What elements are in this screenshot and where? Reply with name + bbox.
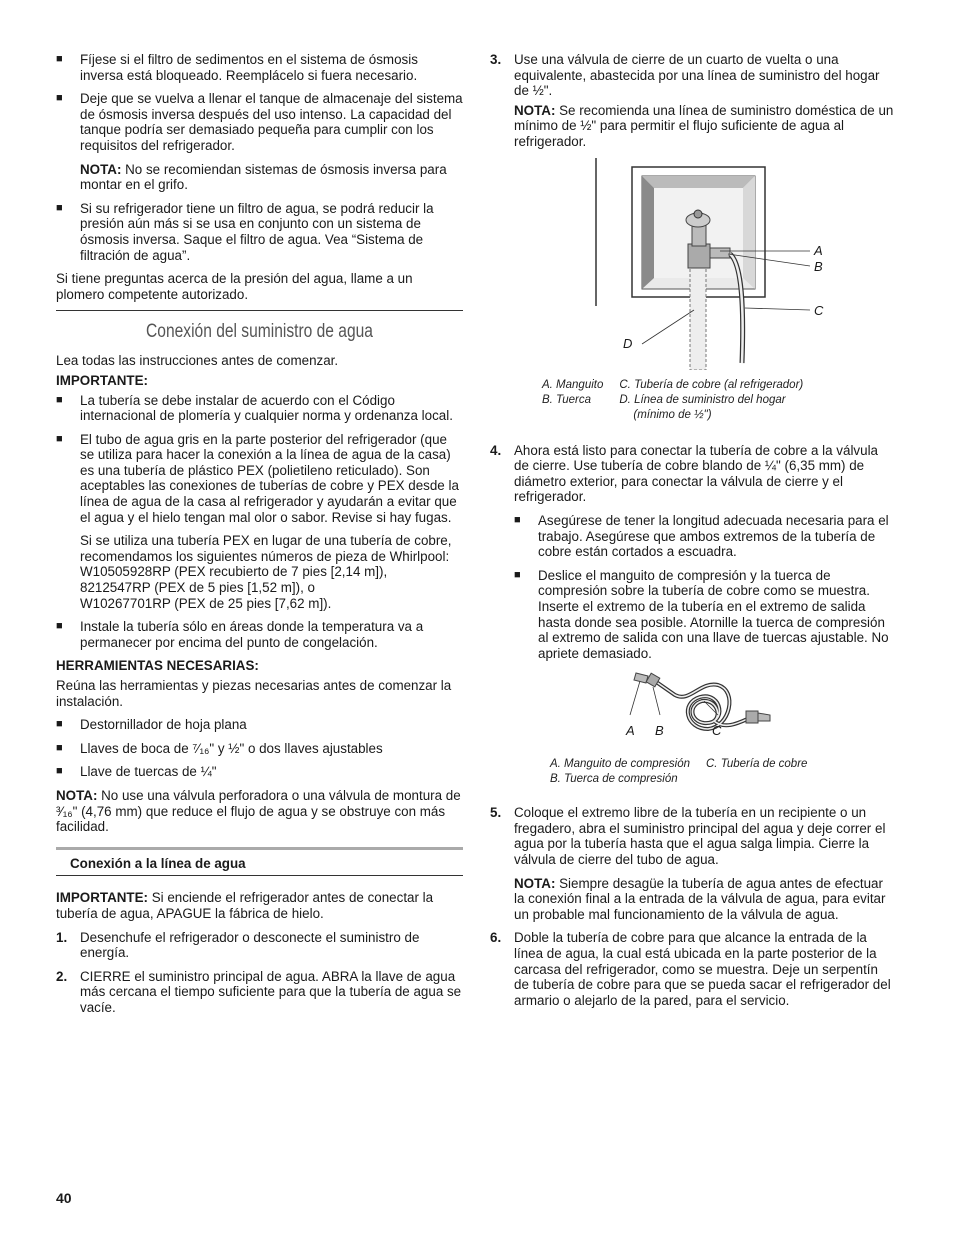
step-3 (490, 52, 895, 99)
section-divider (56, 310, 463, 311)
list-item: ■ El tubo de agua gris en la parte posterior del refrigerador (que se utiliza para hacer la conexión a la línea de agua de la casa) es una tubería de plástico PEX (polietileno reticulado). Son aceptables las conexiones de tuberías de cobre y PEX desde la línea de agua de la casa al refrigerador y ayudarán a evitar que el agua y el hielo tengan mal olor o sabor. Revise si hay fugas. (56, 432, 463, 526)
step-6 (490, 930, 895, 1008)
note-text: Siempre desagüe la tubería de agua antes de efectuar la conexión final a la entrada de la válvula de agua, para evitar un probable mal funcionamiento de la válvula de agua. (514, 875, 886, 922)
note-paragraph (56, 162, 463, 193)
part-number: W10505928RP (PEX recubierto de 7 pies [2,14 m]), (80, 564, 388, 580)
figure-label-b: B (655, 723, 664, 739)
legend-item: B. Tuerca de compresión (550, 773, 678, 786)
note-label: NOTA: (514, 875, 556, 891)
legend-item: C. Tubería de cobre (al refrigerador) (619, 378, 804, 391)
note-label: NOTA: (514, 102, 556, 118)
note-paragraph (490, 103, 895, 150)
legend-item: C. Tubería de cobre (706, 758, 808, 771)
step-number: 2. (56, 968, 68, 984)
list-item: ■ Llave de tuercas de ¼" (56, 764, 463, 780)
figure-label-d: D (623, 335, 633, 351)
step-number: 6. (490, 930, 502, 946)
step-4-bullets (490, 513, 895, 661)
paragraph: Reúna las herramientas y piezas necesarias antes de comenzar la instalación. (56, 678, 452, 709)
step-4 (490, 443, 895, 505)
paragraph: Si se utiliza una tubería PEX en lugar de una tubería de cobre, recomendamos los siguientes números de pieza de Whirlpool: (80, 533, 452, 564)
step-text: Ahora está listo para conectar la tubería de cobre a la válvula de cierre. Use tubería de cobre blando de ¼" (6,35 mm) de diámetro exterior, para conectar la válvula de cierre y el refrigerador. (514, 442, 878, 505)
step-text: Desenchufe el refrigerador o desconecte el suministro de energía. (80, 929, 420, 961)
step-number: 1. (56, 929, 68, 945)
subsection-title: Conexión a la línea de agua (56, 847, 463, 877)
note-paragraph (490, 876, 895, 923)
list-item: ■ La tubería se debe instalar de acuerdo con el Código internacional de plomería y cualquier norma y ordenanza local. (56, 393, 463, 424)
legend-item (706, 772, 823, 787)
step-text: CIERRE el suministro principal de agua. ABRA la llave de agua más cercana el tiempo suficiente para que la tubería de agua se vacíe. (80, 968, 462, 1015)
list-item: ■ Destornillador de hoja plana (56, 717, 463, 733)
important-label: IMPORTANTE: (56, 890, 148, 906)
list-item: ■ Llaves de boca de ⁷⁄₁₆" y ½" o dos llaves ajustables (56, 741, 463, 757)
step-number: 5. (490, 805, 502, 821)
figure-legend (542, 378, 819, 423)
paragraph: Si tiene preguntas acerca de la presión del agua, llame a un plomero competente autorizado. (56, 271, 413, 302)
step-text: Doble la tubería de cobre para que alcance la entrada de la línea de agua, la cual está ubicada en la parte posterior de la carcasa del refrigerador, como se muestra. Deje un serpentín de tubería de cobre para que se pueda sacar el refrigerador del armario o alejarlo de la pared, para el servicio. (514, 930, 891, 1008)
list-item: ■ Deslice el manguito de compresión y la tuerca de compresión sobre la tubería de cobre como se muestra. Inserte el extremo de la tubería en el extremo de salida hasta donde sea posible. Atornille la tuerca de compresión al extremo de salida con una llave de tuercas ajustable. No apriete demasiado. (514, 568, 895, 662)
legend-item: (mínimo de ½") (633, 408, 712, 421)
tools-heading: HERRAMIENTAS NECESARIAS: (56, 658, 259, 674)
part-number: W10267701RP (PEX de 25 pies [7,62 m]). (80, 595, 332, 611)
section-title: Conexión del suministro de agua (146, 321, 373, 343)
left-column (56, 52, 463, 1024)
valve-illustration (490, 158, 895, 370)
step-number: 3. (490, 52, 502, 67)
list-item: ■ Deje que se vuelva a llenar el tanque de almacenaje del sistema de ósmosis inversa después del uso intenso. La capacidad del tanque podría ser demasiado pequeña para cumplir con los requisitos del refrigerador. (56, 91, 463, 153)
valve-drawing (490, 158, 895, 370)
step-text: Use una válvula de cierre de un cuarto de vuelta o una equivalente, abastecida por una línea de suministro del hogar de ½". (514, 52, 880, 99)
note-text: No use una válvula perforadora o una válvula de montura de ³⁄₁₆" (4,76 mm) que reduce el flujo de agua y se obstruye con más facilidad. (56, 787, 461, 835)
note-label: NOTA: (80, 161, 122, 177)
list-item: ■ Si su refrigerador tiene un filtro de agua, se podrá reducir la presión aún más si se usa en conjunto con un sistema de ósmosis inversa. Saque el filtro de agua. Vea “Sistema de filtración de agua”. (56, 201, 463, 263)
tubing-drawing (490, 671, 895, 747)
note-text: No se recomiendan sistemas de ósmosis inversa para montar en el grifo. (80, 161, 447, 193)
legend-item: A. Manguito (542, 378, 604, 391)
figure-label-c: C (712, 723, 722, 739)
important-text: Si enciende el refrigerador antes de conectar la tubería de agua, APAGUE la fábrica de hielo. (56, 890, 434, 921)
right-column (490, 52, 895, 1016)
legend-item: B. Tuerca (542, 393, 591, 406)
important-paragraph (56, 890, 463, 921)
step-text: Coloque el extremo libre de la tubería en un recipiente o un fregadero, abra el suministro principal del agua y deje correr el agua por la tubería hasta que el agua salga limpia. Cierre la válvula de cierre del tubo de agua. (514, 805, 886, 868)
figure-label-c: C (814, 302, 824, 318)
list-item: ■ Asegúrese de tener la longitud adecuada necesaria para el trabajo. Asegúrese que ambos extremos de la tubería de cobre están cortados a escuadra. (514, 513, 895, 560)
tubing-illustration (490, 671, 895, 747)
step-1 (56, 930, 463, 961)
list-item: ■ Instale la tubería sólo en áreas donde la temperatura va a permanecer por encima del punto de congelación. (56, 619, 463, 650)
step-5 (490, 805, 895, 867)
legend-item: A. Manguito de compresión (550, 758, 690, 771)
part-number: 8212547RP (PEX de 5 pies [1,52 m]), o (80, 580, 315, 596)
page-number: 40 (56, 1190, 72, 1206)
note-text: Se recomienda una línea de suministro doméstica de un mínimo de ½" para permitir el flujo suficiente de agua al refrigerador. (514, 102, 894, 149)
figure-legend (550, 757, 823, 787)
note-label: NOTA: (56, 787, 98, 803)
list-item: ■ Fíjese si el filtro de sedimentos en el sistema de ósmosis inversa está bloqueado. Reemplácelo si fuera necesario. (56, 52, 463, 83)
step-2 (56, 969, 463, 1016)
note-paragraph (56, 788, 463, 835)
figure-label-a: A (626, 723, 635, 739)
figure-label-b: B (814, 258, 823, 274)
paragraph: Lea todas las instrucciones antes de comenzar. (56, 353, 339, 369)
important-heading: IMPORTANTE: (56, 372, 148, 388)
legend-item (542, 408, 619, 423)
legend-item: D. Línea de suministro del hogar (619, 393, 786, 406)
step-number: 4. (490, 442, 502, 458)
figure-label-a: A (814, 242, 823, 258)
